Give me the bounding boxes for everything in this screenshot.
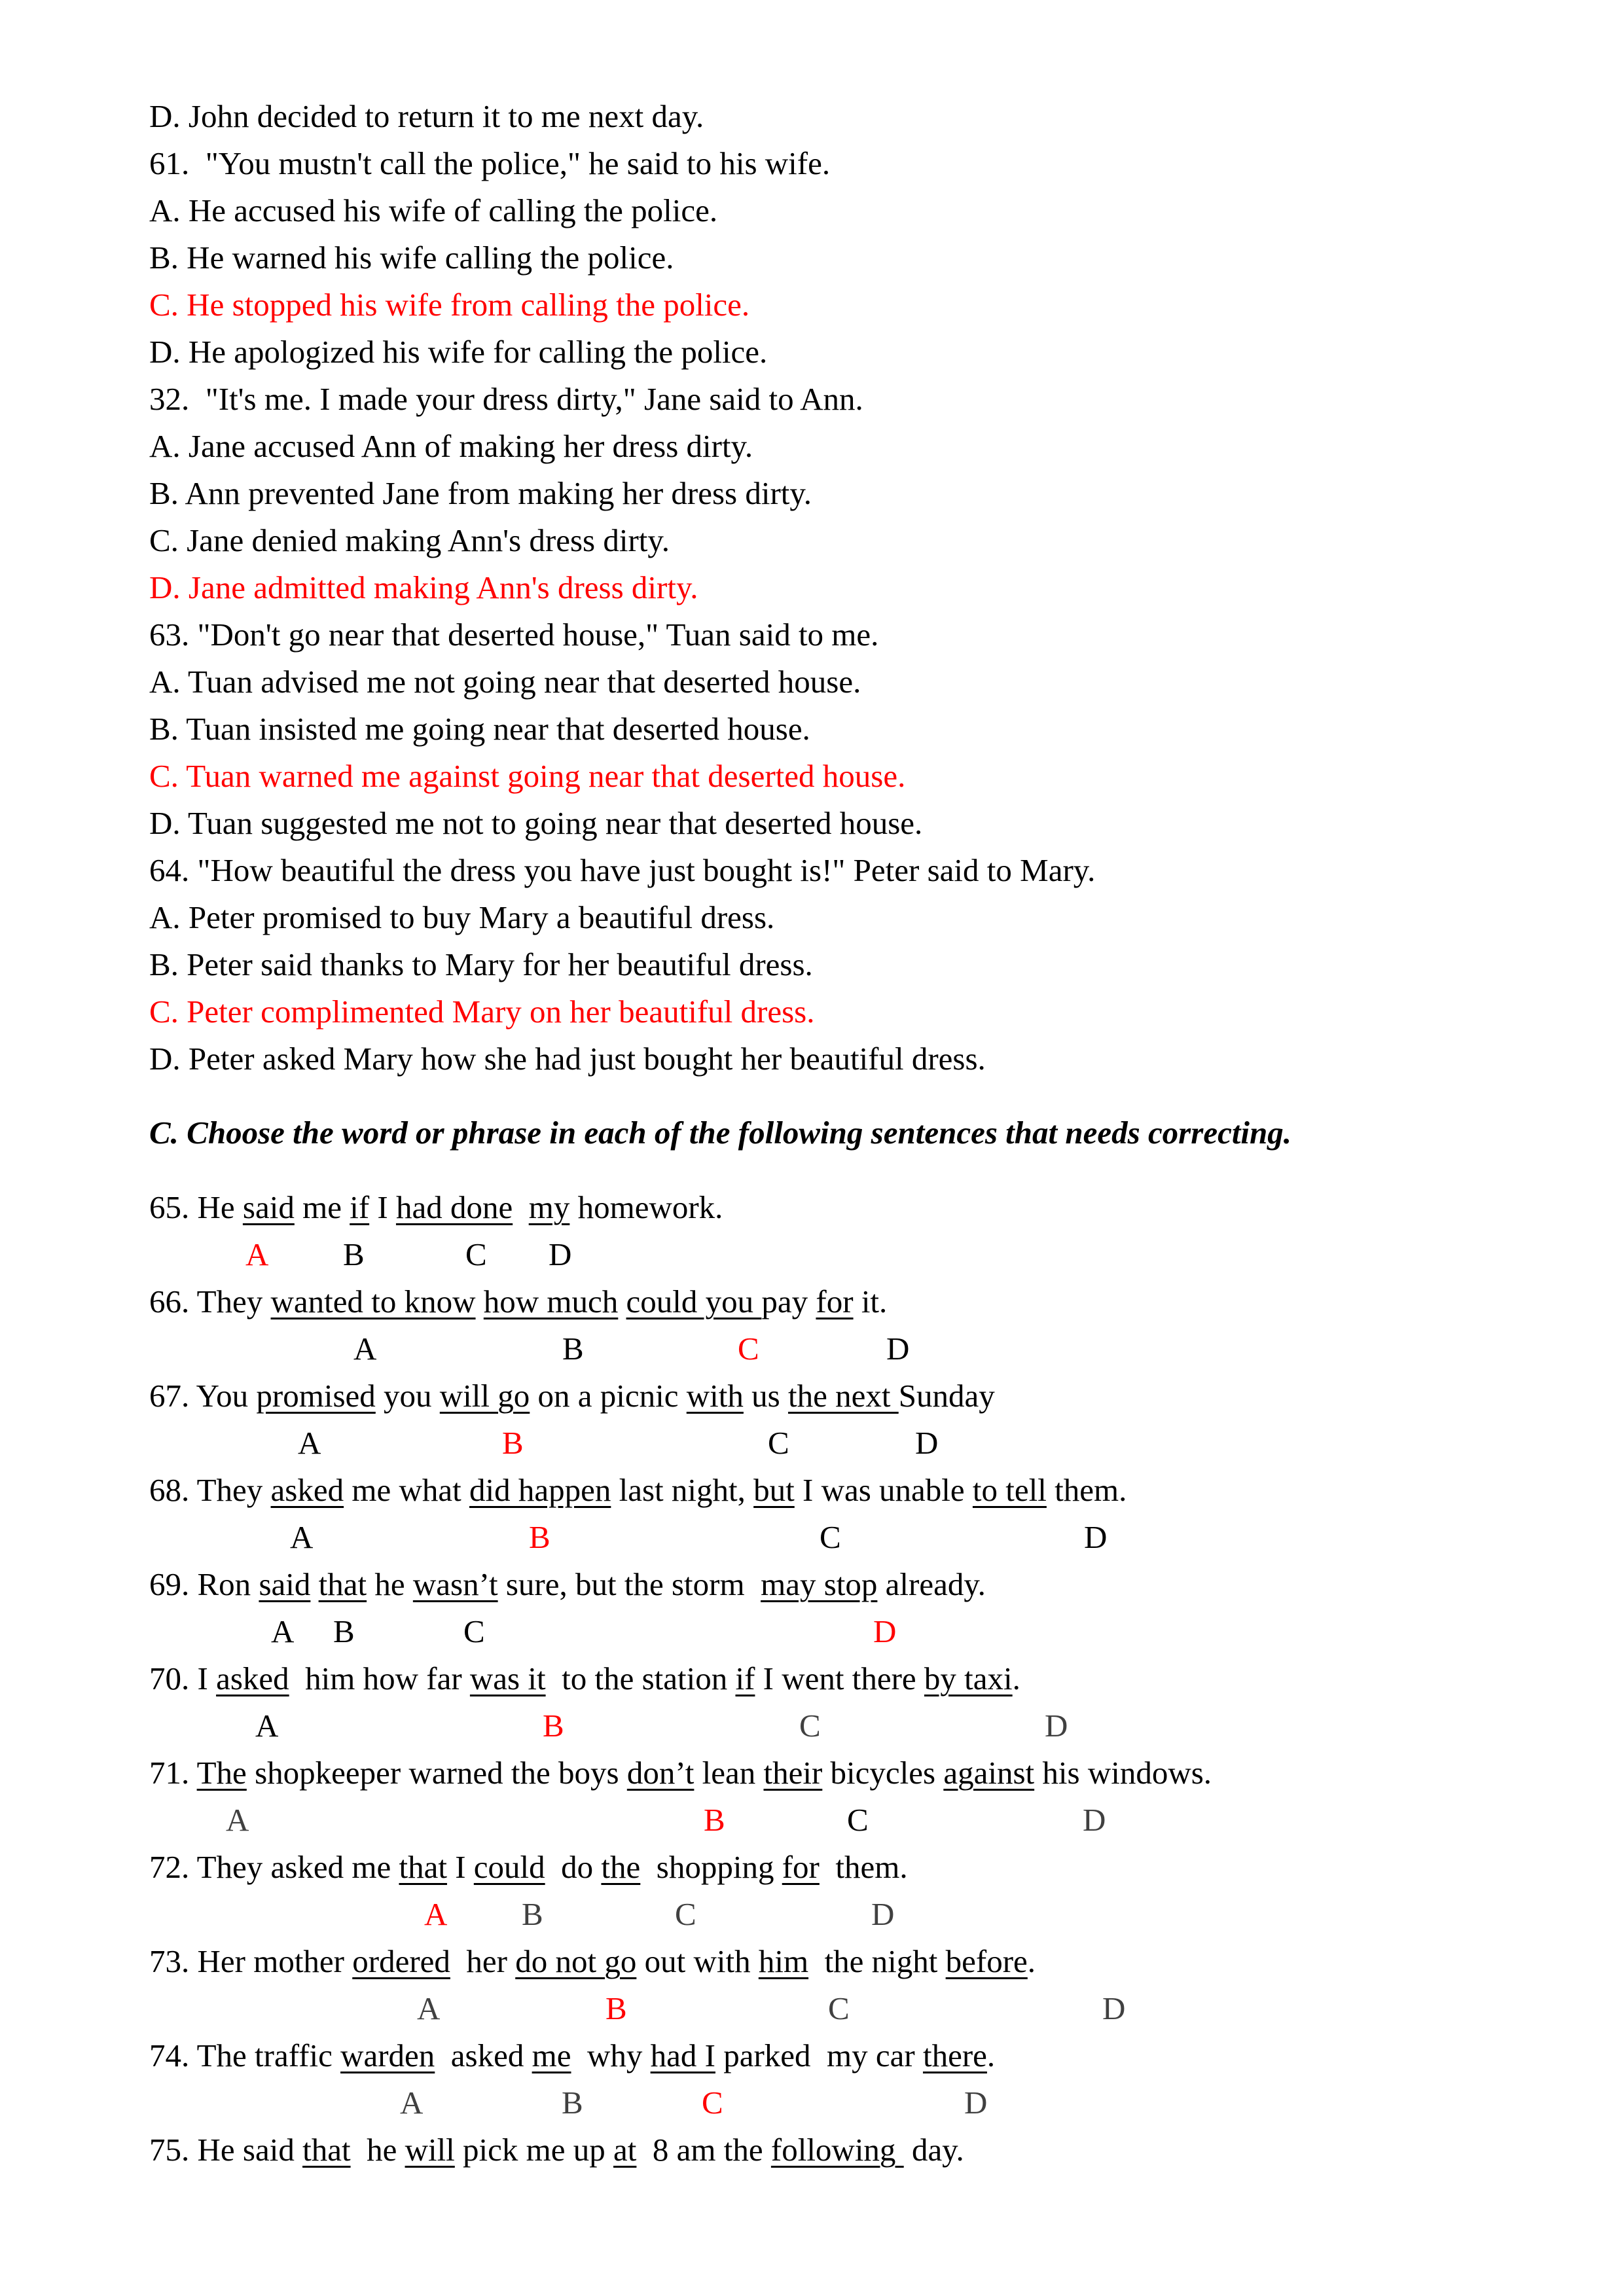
sentence-text — [513, 1189, 529, 1225]
option-label: B — [562, 2085, 583, 2121]
sentence-text: me — [294, 1189, 350, 1225]
underlined-option: do not go — [515, 1943, 637, 1979]
option-label: C — [799, 1708, 821, 1744]
sentence-text: pay — [761, 1283, 816, 1319]
underlined-option: him — [758, 1943, 809, 1979]
sentence-text: he — [350, 2132, 405, 2168]
sentence-text: 66. They — [149, 1283, 271, 1319]
option-label: B — [343, 1236, 365, 1272]
mc-line: D. John decided to return it to me next day. — [149, 98, 704, 134]
sentence-text: already. — [877, 1566, 986, 1602]
question-32: 32. "It's me. I made your dress dirty," Jane said to Ann. — [149, 381, 863, 417]
option-label: C — [820, 1519, 841, 1555]
option-label: A — [271, 1613, 295, 1649]
underlined-option: to tell — [972, 1472, 1047, 1508]
option-61-d: D. He apologized his wife for calling the police. — [149, 334, 768, 370]
sentence-text: out with — [636, 1943, 759, 1979]
option-label: D — [1045, 1708, 1068, 1744]
answer-label: A — [424, 1896, 448, 1932]
underlined-option: the next — [787, 1378, 899, 1414]
underlined-option: had done — [395, 1189, 513, 1225]
sentence-text: lean — [694, 1755, 764, 1791]
sentence-text: shopping — [640, 1849, 782, 1885]
option-32-c: C. Jane denied making Ann's dress dirty. — [149, 522, 670, 558]
underlined-option: with — [686, 1378, 744, 1414]
correction-sentence — [149, 1753, 1212, 1793]
option-label: B — [562, 1331, 584, 1367]
sentence-text: 67. You — [149, 1378, 257, 1414]
option-label: D — [549, 1236, 572, 1272]
option-64-d: D. Peter asked Mary how she had just bought her beautiful dress. — [149, 1041, 986, 1077]
answer-label: D — [873, 1613, 897, 1649]
option-label: B — [522, 1896, 543, 1932]
option-label: C — [828, 1990, 850, 2026]
sentence-text: Sunday — [898, 1378, 995, 1414]
underlined-option: but — [753, 1472, 795, 1508]
option-label: D — [1084, 1519, 1108, 1555]
sentence-text: shopkeeper warned the boys — [246, 1755, 627, 1791]
correction-sentence — [149, 2130, 964, 2170]
sentence-text: 71. — [149, 1755, 197, 1791]
answer-label: B — [502, 1425, 524, 1461]
sentence-text: asked — [435, 2037, 532, 2073]
underlined-option: if — [350, 1189, 370, 1225]
sentence-text: you — [375, 1378, 440, 1414]
underlined-option: their — [763, 1755, 823, 1791]
underlined-option: for — [816, 1283, 854, 1319]
sentence-text: on a picnic — [530, 1378, 687, 1414]
sentence-text — [310, 1566, 318, 1602]
underlined-option: The — [196, 1755, 247, 1791]
underlined-option: that — [399, 1849, 447, 1885]
correction-sentence — [149, 1848, 908, 1887]
sentence-text: . — [986, 2037, 996, 2073]
sentence-text: us — [743, 1378, 788, 1414]
option-label: D — [1083, 1802, 1106, 1838]
sentence-text: parked my car — [715, 2037, 923, 2073]
underlined-option: there — [922, 2037, 987, 2073]
underlined-option: wasn’t — [412, 1566, 498, 1602]
option-label: A — [255, 1708, 279, 1744]
sentence-text: 70. I — [149, 1660, 217, 1696]
correction-sentence — [149, 1659, 1020, 1698]
section-heading: C. Choose the word or phrase in each of the following sentences that needs correcting. — [149, 1115, 1292, 1151]
option-32-d-answer: D. Jane admitted making Ann's dress dirty. — [149, 569, 698, 605]
underlined-option: said — [259, 1566, 311, 1602]
sentence-text: I went there — [755, 1660, 924, 1696]
underlined-option: could — [473, 1849, 545, 1885]
sentence-text: 72. They asked me — [149, 1849, 399, 1885]
option-label: A — [226, 1802, 249, 1838]
option-64-b: B. Peter said thanks to Mary for her beautiful dress. — [149, 946, 813, 982]
option-61-c-answer: C. He stopped his wife from calling the police. — [149, 287, 750, 323]
correction-sentence — [149, 1565, 986, 1604]
sentence-text — [618, 1283, 626, 1319]
sentence-text: 75. He said — [149, 2132, 303, 2168]
underlined-option: that — [302, 2132, 351, 2168]
underlined-option: the — [601, 1849, 641, 1885]
sentence-text: do — [545, 1849, 602, 1885]
question-64: 64. "How beautiful the dress you have just bought is!" Peter said to Mary. — [149, 852, 1096, 888]
answer-label: B — [704, 1802, 725, 1838]
option-63-a: A. Tuan advised me not going near that deserted house. — [149, 664, 861, 700]
sentence-text: pick me up — [454, 2132, 614, 2168]
underlined-option: did happen — [469, 1472, 611, 1508]
question-61: 61. "You mustn't call the police," he said to his wife. — [149, 145, 831, 181]
underlined-option: asked — [216, 1660, 289, 1696]
correction-sentence — [149, 1376, 995, 1416]
sentence-text: homework. — [569, 1189, 723, 1225]
option-label: D — [1102, 1990, 1126, 2026]
underlined-option: warden — [340, 2037, 435, 2073]
sentence-text: to the station — [545, 1660, 736, 1696]
correction-sentence — [149, 1188, 723, 1227]
sentence-text: 73. Her mother — [149, 1943, 353, 1979]
option-label: C — [465, 1236, 487, 1272]
option-label: C — [675, 1896, 696, 1932]
underlined-option: had I — [650, 2037, 715, 2073]
sentence-text: why — [571, 2037, 651, 2073]
underlined-option: could you — [626, 1283, 762, 1319]
underlined-option: asked — [270, 1472, 344, 1508]
underlined-option: don’t — [626, 1755, 695, 1791]
option-32-b: B. Ann prevented Jane from making her dress dirty. — [149, 475, 812, 511]
sentence-text: her — [450, 1943, 516, 1979]
option-label: D — [871, 1896, 895, 1932]
option-61-b: B. He warned his wife calling the police. — [149, 240, 674, 276]
underlined-option: following — [770, 2132, 904, 2168]
sentence-text: . — [1027, 1943, 1036, 1979]
underlined-option: that — [318, 1566, 367, 1602]
option-label: A — [417, 1990, 441, 2026]
option-61-a: A. He accused his wife of calling the police. — [149, 192, 718, 228]
option-32-a: A. Jane accused Ann of making her dress dirty. — [149, 428, 753, 464]
answer-label: C — [702, 2085, 723, 2121]
sentence-text: 65. He — [149, 1189, 243, 1225]
underlined-option: may stop — [761, 1566, 878, 1602]
sentence-text: bicycles — [822, 1755, 944, 1791]
sentence-text: . — [1012, 1660, 1020, 1696]
correction-sentence — [149, 1471, 1127, 1510]
sentence-text: he — [367, 1566, 413, 1602]
underlined-option: by taxi — [924, 1660, 1013, 1696]
underlined-option: for — [782, 1849, 820, 1885]
option-label: D — [886, 1331, 910, 1367]
underlined-option: will — [405, 2132, 455, 2168]
underlined-option: promised — [256, 1378, 376, 1414]
option-label: A — [290, 1519, 314, 1555]
sentence-text: it. — [853, 1283, 888, 1319]
correction-sentence — [149, 1282, 887, 1321]
underlined-option: ordered — [352, 1943, 450, 1979]
option-64-a: A. Peter promised to buy Mary a beautiful dress. — [149, 899, 775, 935]
answer-label: B — [529, 1519, 550, 1555]
option-64-c-answer: C. Peter complimented Mary on her beautiful dress. — [149, 994, 815, 1030]
sentence-text: me what — [344, 1472, 469, 1508]
underlined-option: said — [242, 1189, 295, 1225]
underlined-option: how much — [483, 1283, 619, 1319]
correction-sentence — [149, 1942, 1036, 1981]
underlined-option: at — [613, 2132, 637, 2168]
answer-label: C — [738, 1331, 759, 1367]
option-label: A — [298, 1425, 321, 1461]
sentence-text: his windows. — [1034, 1755, 1212, 1791]
underlined-option: my — [528, 1189, 570, 1225]
option-label: D — [964, 2085, 988, 2121]
sentence-text: day. — [903, 2132, 964, 2168]
option-label: C — [463, 1613, 485, 1649]
option-label: A — [353, 1331, 377, 1367]
sentence-text: 69. Ron — [149, 1566, 259, 1602]
underlined-option: me — [532, 2037, 571, 2073]
sentence-text: I — [446, 1849, 474, 1885]
underlined-option: if — [735, 1660, 755, 1696]
option-label: D — [915, 1425, 939, 1461]
answer-label: B — [605, 1990, 627, 2026]
question-63: 63. "Don't go near that deserted house," Tuan said to me. — [149, 617, 879, 653]
answer-label: B — [543, 1708, 564, 1744]
underlined-option: was it — [469, 1660, 546, 1696]
sentence-text: I — [369, 1189, 396, 1225]
underlined-option: wanted to know — [270, 1283, 476, 1319]
option-63-b: B. Tuan insisted me going near that deserted house. — [149, 711, 810, 747]
sentence-text: the night — [808, 1943, 946, 1979]
option-label: C — [847, 1802, 869, 1838]
sentence-text: 74. The traffic — [149, 2037, 341, 2073]
sentence-text: sure, but the storm — [497, 1566, 761, 1602]
option-label: A — [400, 2085, 424, 2121]
sentence-text: them. — [1046, 1472, 1127, 1508]
option-63-d: D. Tuan suggested me not to going near that deserted house. — [149, 805, 923, 841]
option-63-c-answer: C. Tuan warned me against going near that deserted house. — [149, 758, 906, 794]
answer-label: A — [245, 1236, 269, 1272]
underlined-option: before — [945, 1943, 1028, 1979]
underlined-option: will go — [439, 1378, 530, 1414]
option-label: C — [768, 1425, 789, 1461]
correction-sentence — [149, 2036, 995, 2075]
sentence-text: last night, — [611, 1472, 754, 1508]
underlined-option: against — [943, 1755, 1035, 1791]
sentence-text: 68. They — [149, 1472, 271, 1508]
option-label: B — [333, 1613, 355, 1649]
sentence-text: them. — [819, 1849, 908, 1885]
sentence-text: I was unable — [794, 1472, 973, 1508]
sentence-text — [476, 1283, 484, 1319]
sentence-text: him how far — [289, 1660, 470, 1696]
sentence-text: 8 am the — [636, 2132, 771, 2168]
